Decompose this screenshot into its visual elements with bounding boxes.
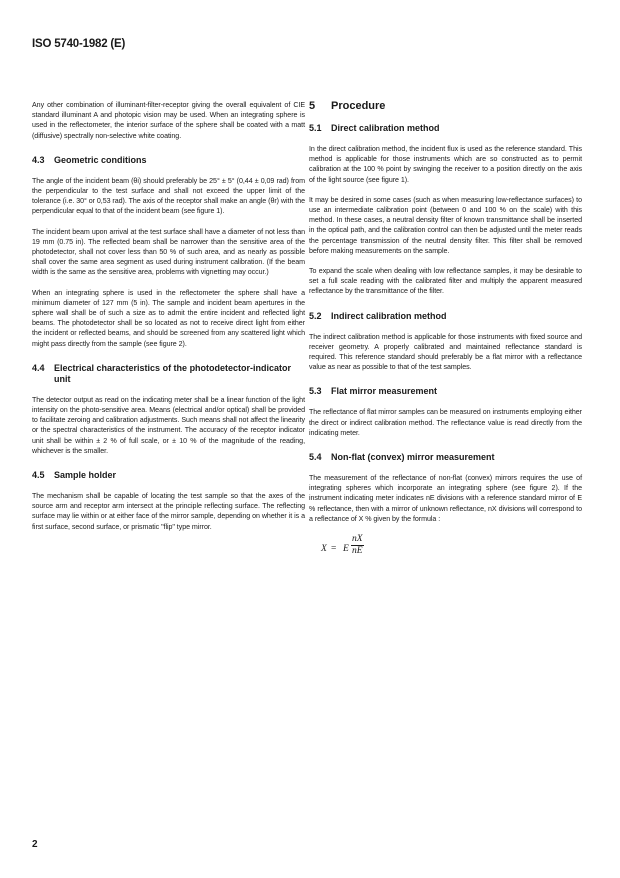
intro-paragraph: Any other combination of illuminant-filter-receptor giving the overall equivalent of CIE standard illuminant A and photopic vision may be used. When an integrating sphere is used in the reflectometer, the interior surface of the sphere shall be coated with a matt (diffusive) spectrally non-selective white coating. xyxy=(32,101,305,140)
reflectance-formula xyxy=(321,534,582,568)
section-5-heading xyxy=(309,100,582,113)
paragraph: The reflectance of flat mirror samples can be measured on instruments employing either the direct or indirect calibration method. The reflectance value is read directly from the indicating meter. xyxy=(309,408,582,437)
section-title: Geometric conditions xyxy=(54,154,147,165)
paragraph: To expand the scale when dealing with low reflectance samples, it may be desirable to set a full scale reading with the calibrated filter and multiply the apparent measured reflectance by the transmittance of the filter. xyxy=(309,267,582,296)
section-5-2-heading xyxy=(309,311,582,322)
formula-e: E xyxy=(343,544,349,555)
paragraph: The indirect calibration method is applicable for those instruments with fixed source and receiver geometry. A properly calibrated and maintained reflectance standard is required. This reference standard should preferably be a flat mirror with a reflectance value as near as possible to that of the test samples. xyxy=(309,332,582,372)
section-title: Procedure xyxy=(331,100,386,112)
section-5-4-heading xyxy=(309,452,582,463)
section-number: 5 xyxy=(309,100,316,112)
document-header: ISO 5740-1982 (E) xyxy=(32,38,126,50)
paragraph: The incident beam upon arrival at the test surface shall have a diameter of not less than 19 mm (0.75 in). The reflected beam shall be narrower than the sensitive area of the photodetector, shall not cover less than 50 % of such area, and as nearly as possible shall cover the same area segment as used during instrument calibration. (If the beam width is the same as the sensitive area, problems with vignetting may occur.) xyxy=(32,227,305,277)
paragraph: The measurement of the reflectance of non-flat (convex) mirrors requires the use of integrating spheres which incorporate an integrating sphere (see figure 2). If the instrument indicating meter indicates nE divisions with a reference standard mirror of E % reflectance, then with a mirror of unknown reflectance, nX divisions will correspond to a reflectance of X % given by the formula : xyxy=(309,474,582,523)
paragraph: The mechanism shall be capable of locating the test sample so that the axes of the source arm and receptor arm intersect at the principle reflecting surface. The reflecting surface may lie within or at either face of the mirror sample, depending on whether it is a first surface, second surface, or prismatic "flip" type mirror. xyxy=(32,492,305,531)
paragraph: In the direct calibration method, the incident flux is used as the reference standard. This method is applicable for those instruments which are so constructed as to permit calibration at the 100 % point by swinging the receiver to a position directly on the axis of the light source (see figure 1). xyxy=(309,145,582,184)
section-title: Electrical characteristics of the photodetector-indicator unit xyxy=(54,362,292,384)
page-number: 2 xyxy=(32,839,38,850)
section-number: 5.4 xyxy=(309,452,322,463)
formula-denominator: nE xyxy=(352,546,363,557)
left-column xyxy=(32,100,305,542)
formula-lhs: X xyxy=(321,544,327,555)
section-number: 4.5 xyxy=(32,470,45,481)
section-4-4-heading xyxy=(32,363,305,385)
formula-numerator: nX xyxy=(352,534,363,545)
section-title: Direct calibration method xyxy=(331,123,440,133)
section-title: Sample holder xyxy=(54,470,117,481)
section-5-1-heading xyxy=(309,123,582,134)
paragraph: It may be desired in some cases (such as when measuring low-reflectance surfaces) to use an intermediate calibration point (between 0 and 100 % on the scale) with this method. In these cases, a neutral density filter of known transmittance shall be inserted in the optical path, and the calibration control can then be adjusted until the meter reads the percentage transmission of the neutral density filter. This filter shall be removed before making measurements on the sample. xyxy=(309,195,582,255)
formula-equals: = xyxy=(331,544,337,555)
section-title: Non-flat (convex) mirror measurement xyxy=(331,452,495,463)
right-column xyxy=(309,100,582,568)
paragraph: When an integrating sphere is used in the reflectometer the sphere shall have a minimum diameter of 127 mm (5 in). The sample and incident beam apertures in the sphere wall shall be of such a size as to admit the entire incident and reflected light beams. The photodetector shall be so located as not to receive direct light from either the incident or reflected beams, and should be screened from any scattered light which might pass directly from the sample (see figure 2). xyxy=(32,288,305,348)
section-title: Indirect calibration method xyxy=(331,310,447,321)
section-number: 5.2 xyxy=(309,310,322,321)
section-5-3-heading xyxy=(309,386,582,397)
section-4-3-heading xyxy=(32,155,305,166)
section-number: 5.1 xyxy=(309,123,322,133)
section-number: 4.3 xyxy=(32,154,45,165)
paragraph: The angle of the incident beam (θi) should preferably be 25° ± 5° (0,44 ± 0,09 rad) from the perpendicular to the test surface and shall not exceed the upper limit of the tolerance (i.e. 30° or 0,53 rad). The axis of the receptor shall make an angle (θr) with the perpendicular equal to that of the incident beam (see figure 1). xyxy=(32,176,305,216)
section-4-5-heading xyxy=(32,470,305,481)
formula-fraction xyxy=(351,534,364,557)
section-title: Flat mirror measurement xyxy=(331,386,438,397)
section-number: 5.3 xyxy=(309,386,322,397)
paragraph: The detector output as read on the indicating meter shall be a linear function of the light intensity on the photo-sensitive area. Means (electrical and/or optical) shall be provided to facilitate zeroing and calibration adjustments. Such means shall not affect the linearity or the spectral characteristics of the instrument. The accuracy of the receptor indicator unit shall be within ± 2 % of full scale, or ± 10 % of the magnitude of the reading, whichever is the smaller. xyxy=(32,395,305,455)
section-number: 4.4 xyxy=(32,362,45,373)
